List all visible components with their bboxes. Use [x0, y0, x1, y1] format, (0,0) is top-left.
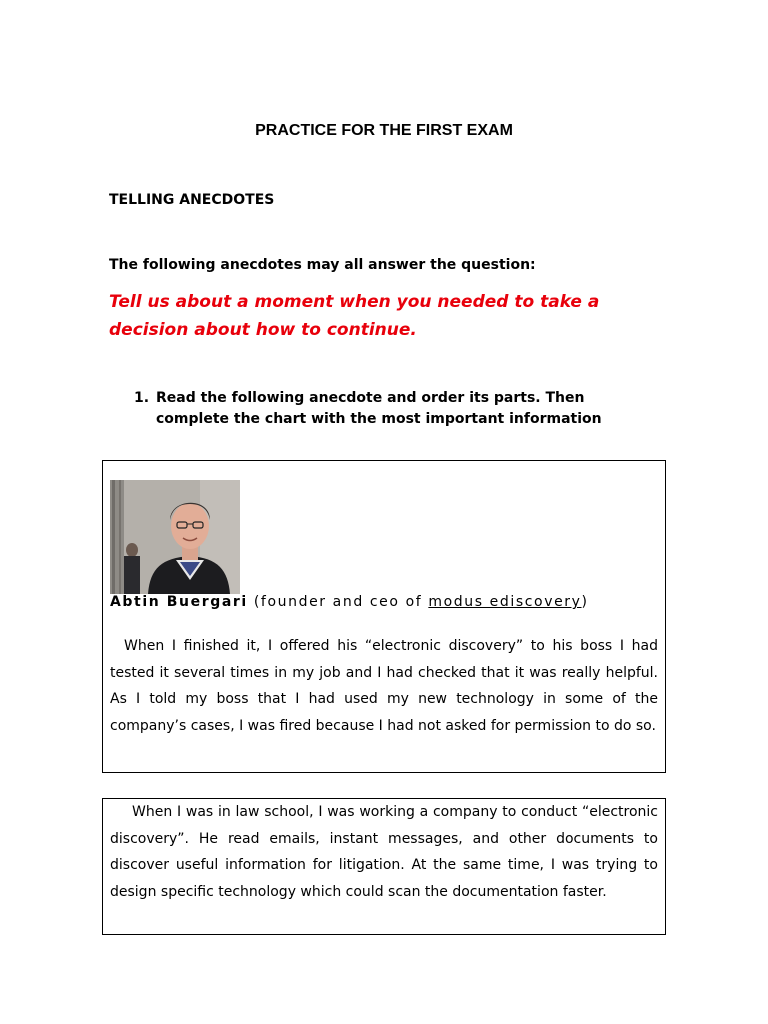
author-byline	[110, 589, 589, 616]
page-title: PRACTICE FOR THE FIRST EXAM	[255, 122, 513, 139]
author-role-prefix: (founder and ceo of	[253, 594, 429, 610]
author-photo	[110, 480, 240, 594]
author-name: Abtin Buergari	[110, 594, 248, 610]
task-line-2: complete the chart with the most important information	[156, 411, 602, 427]
company-link[interactable]: modus ediscovery	[428, 594, 582, 610]
anecdote-1-paragraph: When I finished it, I offered his “electronic discovery” to his boss I had tested it several times in my job and I had checked that it was really helpful. As I told my boss that I had used my new technology in some of the company’s cases, I was fired because I had not asked for permission to do so.	[110, 638, 658, 734]
section-heading: TELLING ANECDOTES	[109, 192, 275, 208]
author-role-suffix: )	[581, 594, 589, 610]
anecdote-box-2	[102, 798, 666, 935]
question-text: Tell us about a moment when you needed to take a decision about how to continue.	[109, 292, 600, 340]
task-number: 1.	[134, 390, 150, 406]
task-instruction	[134, 388, 694, 430]
intro-text: The following anecdotes may all answer the question:	[109, 257, 536, 273]
anecdote-2-paragraph: When I was in law school, I was working a company to conduct “electronic discovery”. He read emails, instant messages, and other documents to discover useful information for litigation. At the same time, I was trying to design specific technology which could scan the documentation faster.	[110, 804, 658, 900]
task-line-1: Read the following anecdote and order its parts. Then	[156, 390, 585, 406]
anecdote-box-1	[102, 460, 666, 773]
